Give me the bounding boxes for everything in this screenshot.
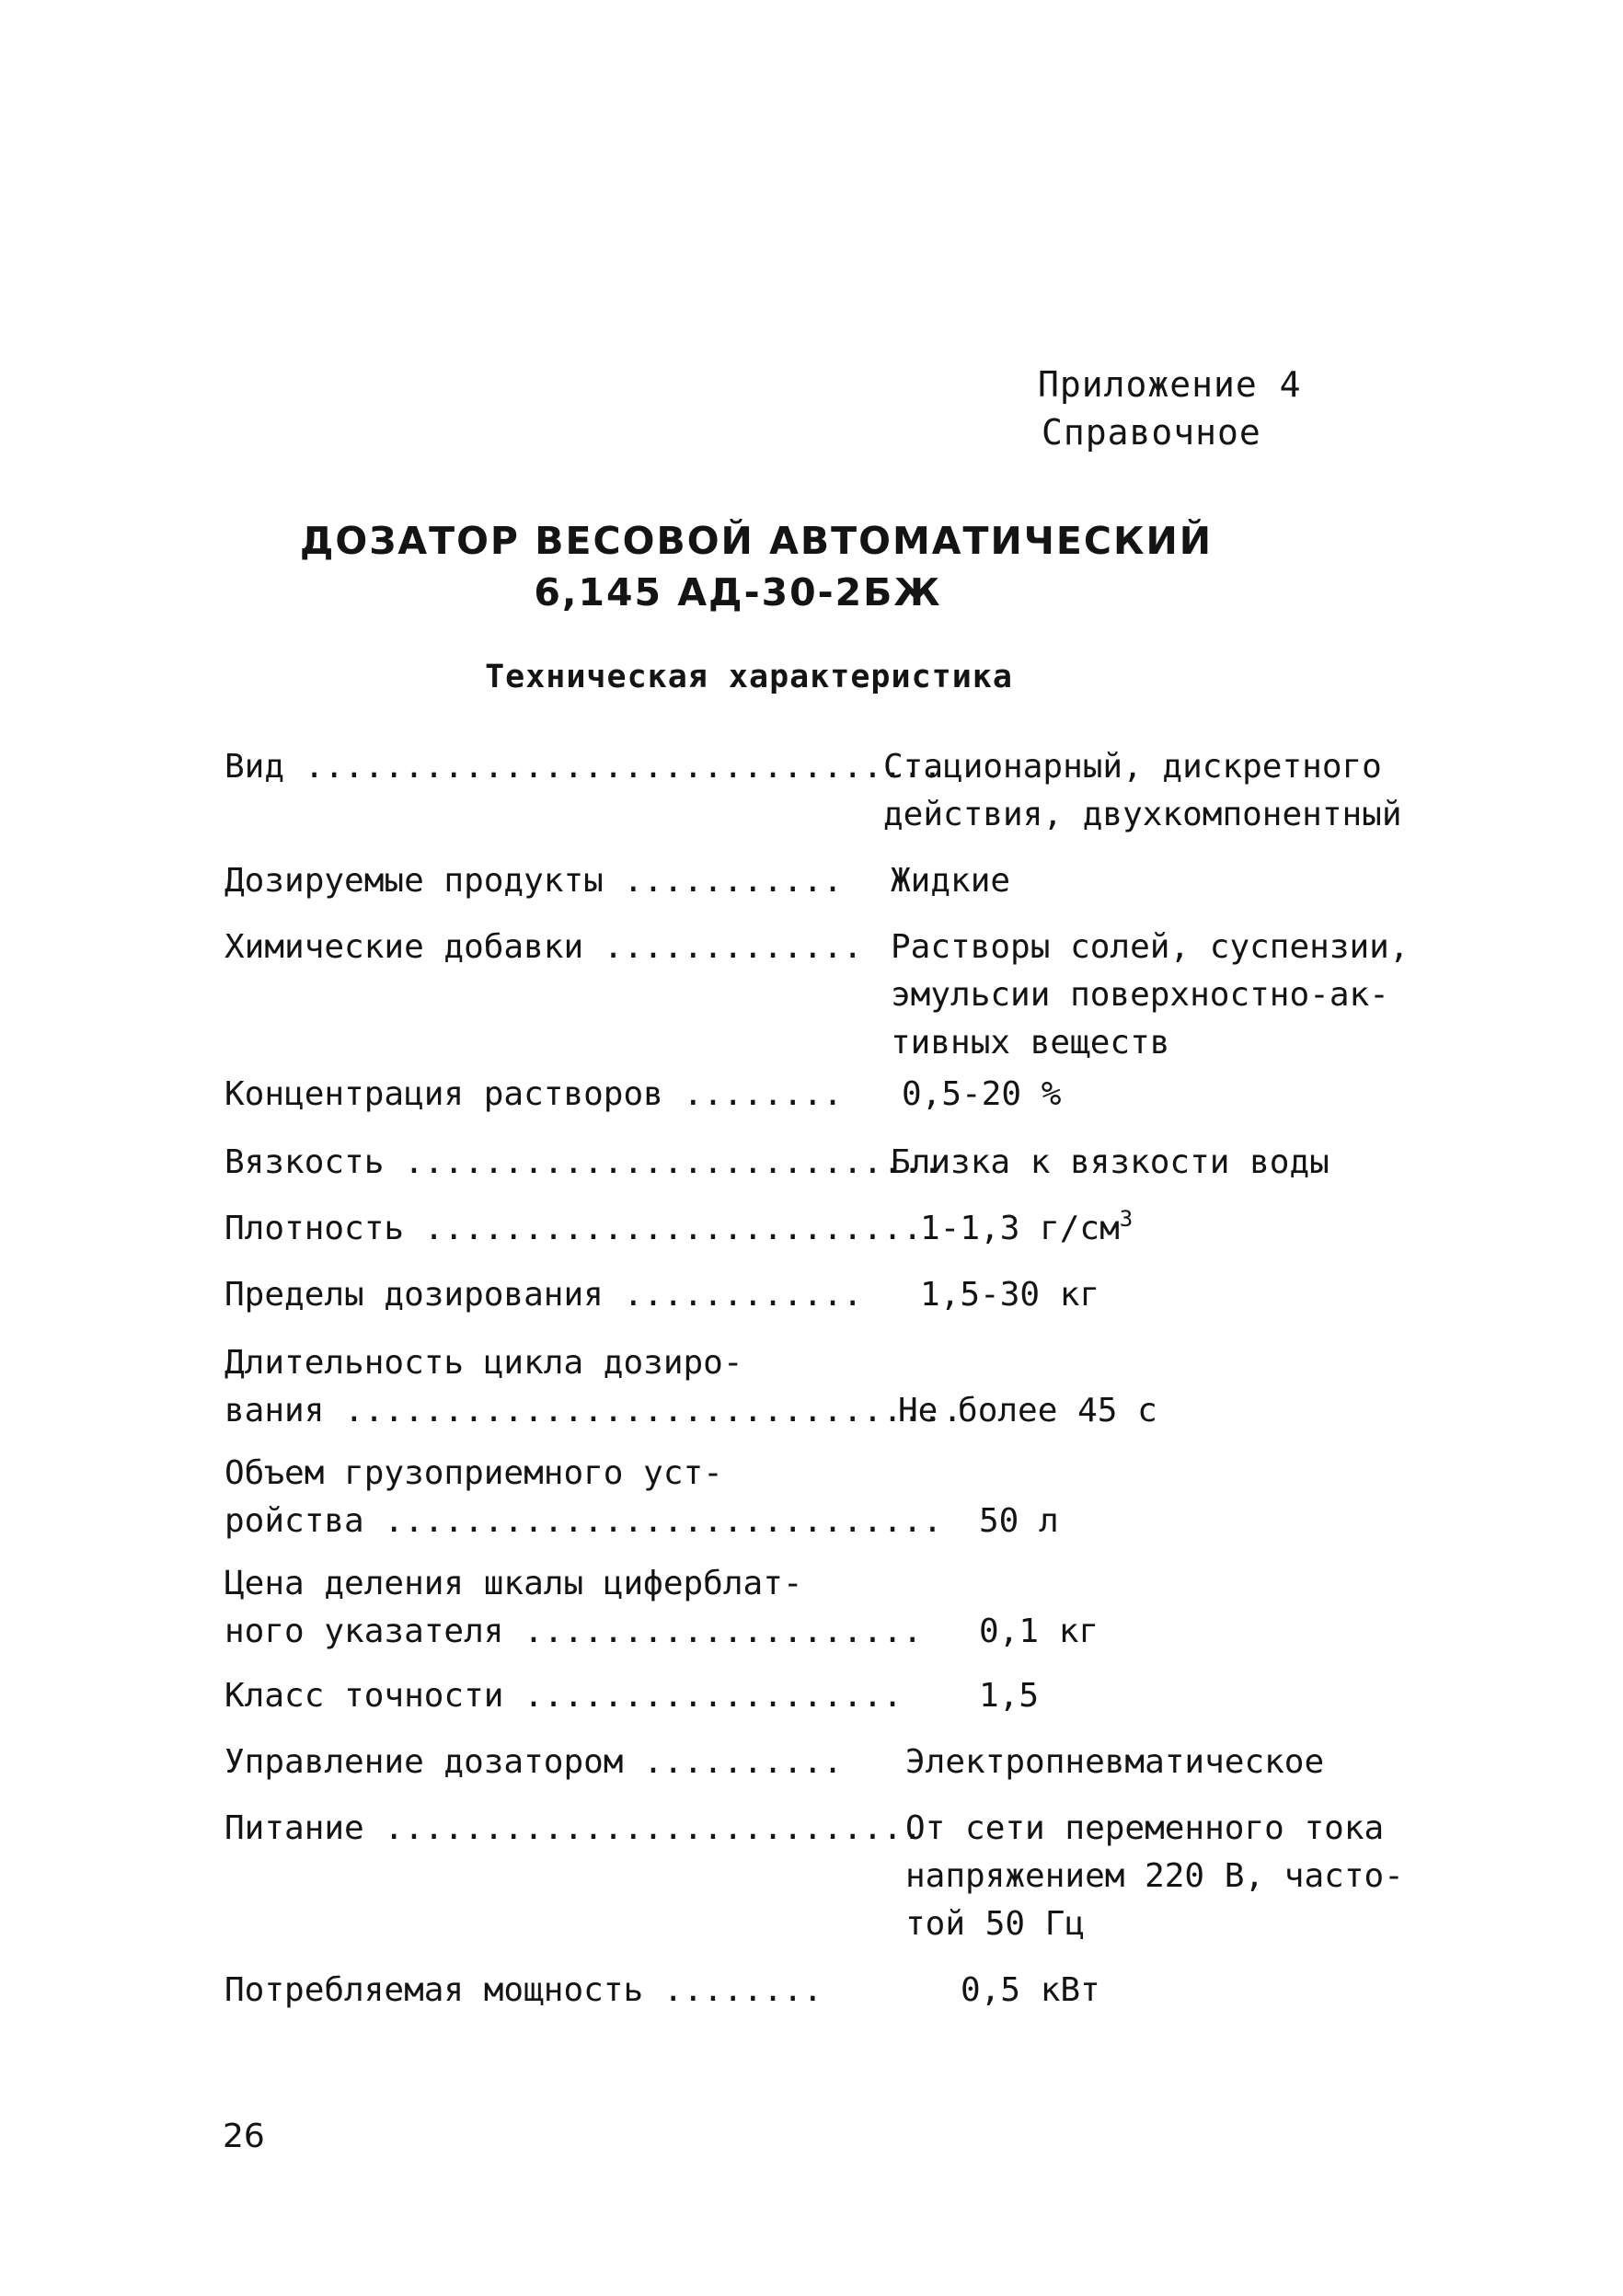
- spec-value-line: напряжением 220 В, часто-: [905, 1857, 1404, 1895]
- spec-label-line: Пределы дозирования ............: [224, 1276, 863, 1314]
- spec-label: [224, 1739, 876, 1786]
- spec-value-line: той 50 Гц: [905, 1905, 1086, 1943]
- spec-value-line: 0,5 кВт: [961, 1971, 1100, 2009]
- spec-label-line: Объем грузоприемного уст-: [224, 1454, 723, 1492]
- spec-value: [891, 857, 1010, 905]
- spec-value-line: 1,5: [979, 1677, 1040, 1715]
- spec-value-line: эмульсии поверхностно-ак-: [891, 976, 1389, 1014]
- spec-value: [891, 1139, 1329, 1187]
- spec-value-line: действия, двухкомпонентный: [883, 796, 1402, 833]
- spec-label-line: Цена деления шкалы циферблат-: [224, 1565, 803, 1602]
- spec-value: [979, 1498, 1059, 1545]
- spec-label: [224, 1205, 923, 1253]
- spec-label-line: Питание ...........................: [224, 1809, 923, 1847]
- spec-label-line: вания ...............................: [224, 1392, 962, 1429]
- spec-value-line: 0,1 кг: [979, 1613, 1099, 1650]
- spec-label-line: Плотность .........................: [224, 1210, 923, 1247]
- spec-label: [224, 1967, 876, 2015]
- spec-value: [898, 1387, 1157, 1435]
- spec-value-line: 1-1,3 $г/см^3$: [920, 1206, 1134, 1247]
- page-number: 26: [223, 2118, 265, 2155]
- spec-label-line: ного указателя ....................: [224, 1613, 923, 1650]
- spec-label-line: Вязкость ...........................: [224, 1143, 943, 1181]
- spec-label: [224, 924, 876, 971]
- spec-label: [224, 1450, 943, 1545]
- spec-label-line: Потребляемая мощность ........: [224, 1971, 823, 2009]
- spec-value-line: 1,5-30 кг: [920, 1276, 1100, 1314]
- spec-label-line: Управление дозатором ..........: [224, 1743, 843, 1781]
- spec-label-line: ройства ............................: [224, 1502, 943, 1540]
- spec-label: [224, 1139, 943, 1187]
- spec-value: [891, 924, 1410, 1067]
- spec-value: [979, 1672, 1039, 1720]
- spec-value-superscript: 3: [1119, 1206, 1134, 1232]
- spec-label: [224, 1071, 876, 1119]
- spec-value-line: Растворы солей, суспензии,: [891, 928, 1410, 966]
- spec-value-line: От сети переменного тока: [905, 1809, 1385, 1847]
- document-title-line-2: 6,145 АД-30-2БЖ: [534, 570, 942, 614]
- spec-value-line: 50 л: [979, 1502, 1059, 1540]
- spec-value: [920, 1271, 1099, 1319]
- appendix-header: [1038, 361, 1302, 456]
- spec-value: [905, 1805, 1404, 1948]
- spec-value-line: Электропневматическое: [905, 1743, 1325, 1781]
- appendix-kind: Справочное: [1042, 412, 1261, 453]
- spec-value: [905, 1739, 1324, 1786]
- spec-value-line: Не более 45 с: [898, 1392, 1157, 1429]
- spec-label: [224, 1805, 923, 1853]
- spec-label-line: Класс точности ...................: [224, 1677, 903, 1715]
- spec-label: [224, 1271, 876, 1319]
- spec-value-line: Близка к вязкости воды: [891, 1143, 1329, 1181]
- spec-value-line: Стационарный, дискретного: [883, 748, 1382, 786]
- spec-label: [224, 743, 943, 791]
- spec-value: [902, 1071, 1061, 1119]
- spec-value-line: 0,5-20 %: [902, 1075, 1062, 1113]
- document-title-line-1: ДОЗАТОР ВЕСОВОЙ АВТОМАТИЧЕСКИЙ: [299, 519, 1214, 563]
- spec-value: [979, 1608, 1099, 1656]
- spec-label: [224, 857, 876, 905]
- spec-label-line: Длительность цикла дозиро-: [224, 1344, 743, 1382]
- spec-value: [883, 743, 1402, 839]
- spec-label: [224, 1560, 923, 1656]
- spec-value: [920, 1205, 1133, 1253]
- section-subtitle: Техническая характеристика: [485, 659, 1013, 695]
- spec-label-line: Химические добавки .............: [224, 928, 863, 966]
- spec-value-line: тивных веществ: [891, 1024, 1170, 1062]
- spec-value: [961, 1967, 1100, 2015]
- spec-label-line: Вид ................................: [224, 748, 943, 786]
- spec-label: [224, 1339, 962, 1435]
- spec-label: [224, 1672, 903, 1720]
- appendix-label: Приложение 4: [1038, 364, 1302, 405]
- spec-value-line: Жидкие: [891, 862, 1011, 900]
- spec-label-line: Концентрация растворов ........: [224, 1075, 843, 1113]
- spec-label-line: Дозируемые продукты ...........: [224, 862, 843, 900]
